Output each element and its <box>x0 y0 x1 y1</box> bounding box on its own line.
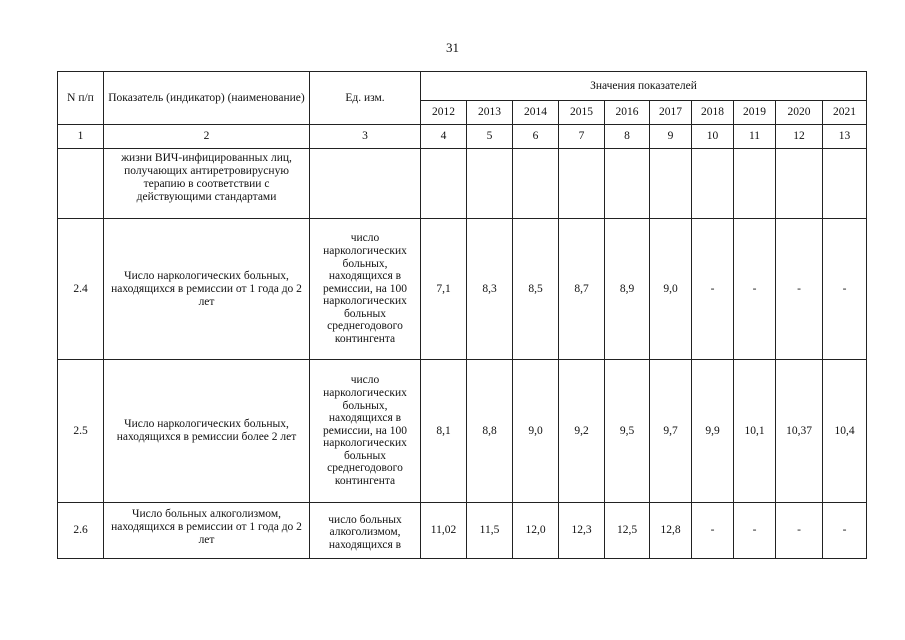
row-number <box>58 149 104 219</box>
row-number: 2.6 <box>58 503 104 559</box>
column-number-cell: 11 <box>734 125 776 149</box>
value-cell <box>421 149 467 219</box>
value-cell: 12,3 <box>559 503 605 559</box>
column-number-cell: 7 <box>559 125 605 149</box>
year-cell: 2019 <box>734 101 776 125</box>
value-cell <box>513 149 559 219</box>
value-cell: - <box>823 219 867 360</box>
row-unit: число больных алкоголизмом, находящихся в <box>310 503 421 559</box>
year-cell: 2014 <box>513 101 559 125</box>
value-cell: 10,1 <box>734 360 776 503</box>
value-cell: 9,2 <box>559 360 605 503</box>
column-number-cell: 13 <box>823 125 867 149</box>
row-unit: число наркологических больных, находящихся в ремиссии, на 100 наркологических больных среднегодового контингента <box>310 360 421 503</box>
row-indicator: Число наркологических больных, находящихся в ремиссии от 1 года до 2 лет <box>104 219 310 360</box>
header-values: Значения показателей <box>421 72 867 101</box>
header-row-top <box>58 72 867 101</box>
value-cell <box>559 149 605 219</box>
value-cell: 11,02 <box>421 503 467 559</box>
value-cell: - <box>734 503 776 559</box>
column-number-cell: 10 <box>692 125 734 149</box>
column-number-cell: 9 <box>650 125 692 149</box>
value-cell: 7,1 <box>421 219 467 360</box>
column-number-cell: 2 <box>104 125 310 149</box>
value-cell: 8,9 <box>605 219 650 360</box>
value-cell: 9,0 <box>513 360 559 503</box>
value-cell: - <box>776 219 823 360</box>
year-cell: 2020 <box>776 101 823 125</box>
table-row <box>58 149 867 219</box>
row-indicator: Число больных алкоголизмом, находящихся в ремиссии от 1 года до 2 лет <box>104 503 310 559</box>
header-col-num: N п/п <box>58 72 104 125</box>
value-cell: 8,3 <box>467 219 513 360</box>
value-cell <box>734 149 776 219</box>
column-number-cell: 5 <box>467 125 513 149</box>
value-cell: 9,9 <box>692 360 734 503</box>
value-cell <box>605 149 650 219</box>
column-number-row <box>58 125 867 149</box>
page-number: 31 <box>446 40 459 55</box>
value-cell: 12,5 <box>605 503 650 559</box>
year-cell: 2018 <box>692 101 734 125</box>
value-cell: 8,8 <box>467 360 513 503</box>
column-number-cell: 8 <box>605 125 650 149</box>
year-cell: 2015 <box>559 101 605 125</box>
value-cell <box>467 149 513 219</box>
table-row <box>58 503 867 559</box>
column-number-cell: 3 <box>310 125 421 149</box>
column-number-cell: 12 <box>776 125 823 149</box>
year-cell: 2017 <box>650 101 692 125</box>
value-cell: 8,7 <box>559 219 605 360</box>
year-cell: 2021 <box>823 101 867 125</box>
year-cell: 2016 <box>605 101 650 125</box>
value-cell: - <box>692 219 734 360</box>
row-unit: число наркологических больных, находящихся в ремиссии, на 100 наркологических больных среднегодового контингента <box>310 219 421 360</box>
indicators-table <box>57 71 867 559</box>
year-cell: 2013 <box>467 101 513 125</box>
value-cell: 10,4 <box>823 360 867 503</box>
value-cell: - <box>776 503 823 559</box>
value-cell: 9,0 <box>650 219 692 360</box>
header-col-indicator: Показатель (индикатор) (наименование) <box>104 72 310 125</box>
value-cell: 8,5 <box>513 219 559 360</box>
table-row <box>58 360 867 503</box>
column-number-cell: 6 <box>513 125 559 149</box>
value-cell: 11,5 <box>467 503 513 559</box>
header-col-unit: Ед. изм. <box>310 72 421 125</box>
column-number-cell: 4 <box>421 125 467 149</box>
row-indicator: Число наркологических больных, находящихся в ремиссии более 2 лет <box>104 360 310 503</box>
column-number-cell: 1 <box>58 125 104 149</box>
value-cell: 9,5 <box>605 360 650 503</box>
value-cell <box>692 149 734 219</box>
value-cell: - <box>823 503 867 559</box>
row-number: 2.5 <box>58 360 104 503</box>
value-cell: 9,7 <box>650 360 692 503</box>
value-cell: 8,1 <box>421 360 467 503</box>
value-cell <box>823 149 867 219</box>
value-cell: 12,8 <box>650 503 692 559</box>
value-cell: - <box>692 503 734 559</box>
row-indicator: жизни ВИЧ-инфицированных лиц, получающих антиретровирусную терапию в соответствии с действующими стандартами <box>104 149 310 219</box>
value-cell: 12,0 <box>513 503 559 559</box>
row-unit <box>310 149 421 219</box>
value-cell: - <box>734 219 776 360</box>
year-cell: 2012 <box>421 101 467 125</box>
value-cell <box>776 149 823 219</box>
value-cell <box>650 149 692 219</box>
value-cell: 10,37 <box>776 360 823 503</box>
row-number: 2.4 <box>58 219 104 360</box>
table-row <box>58 219 867 360</box>
